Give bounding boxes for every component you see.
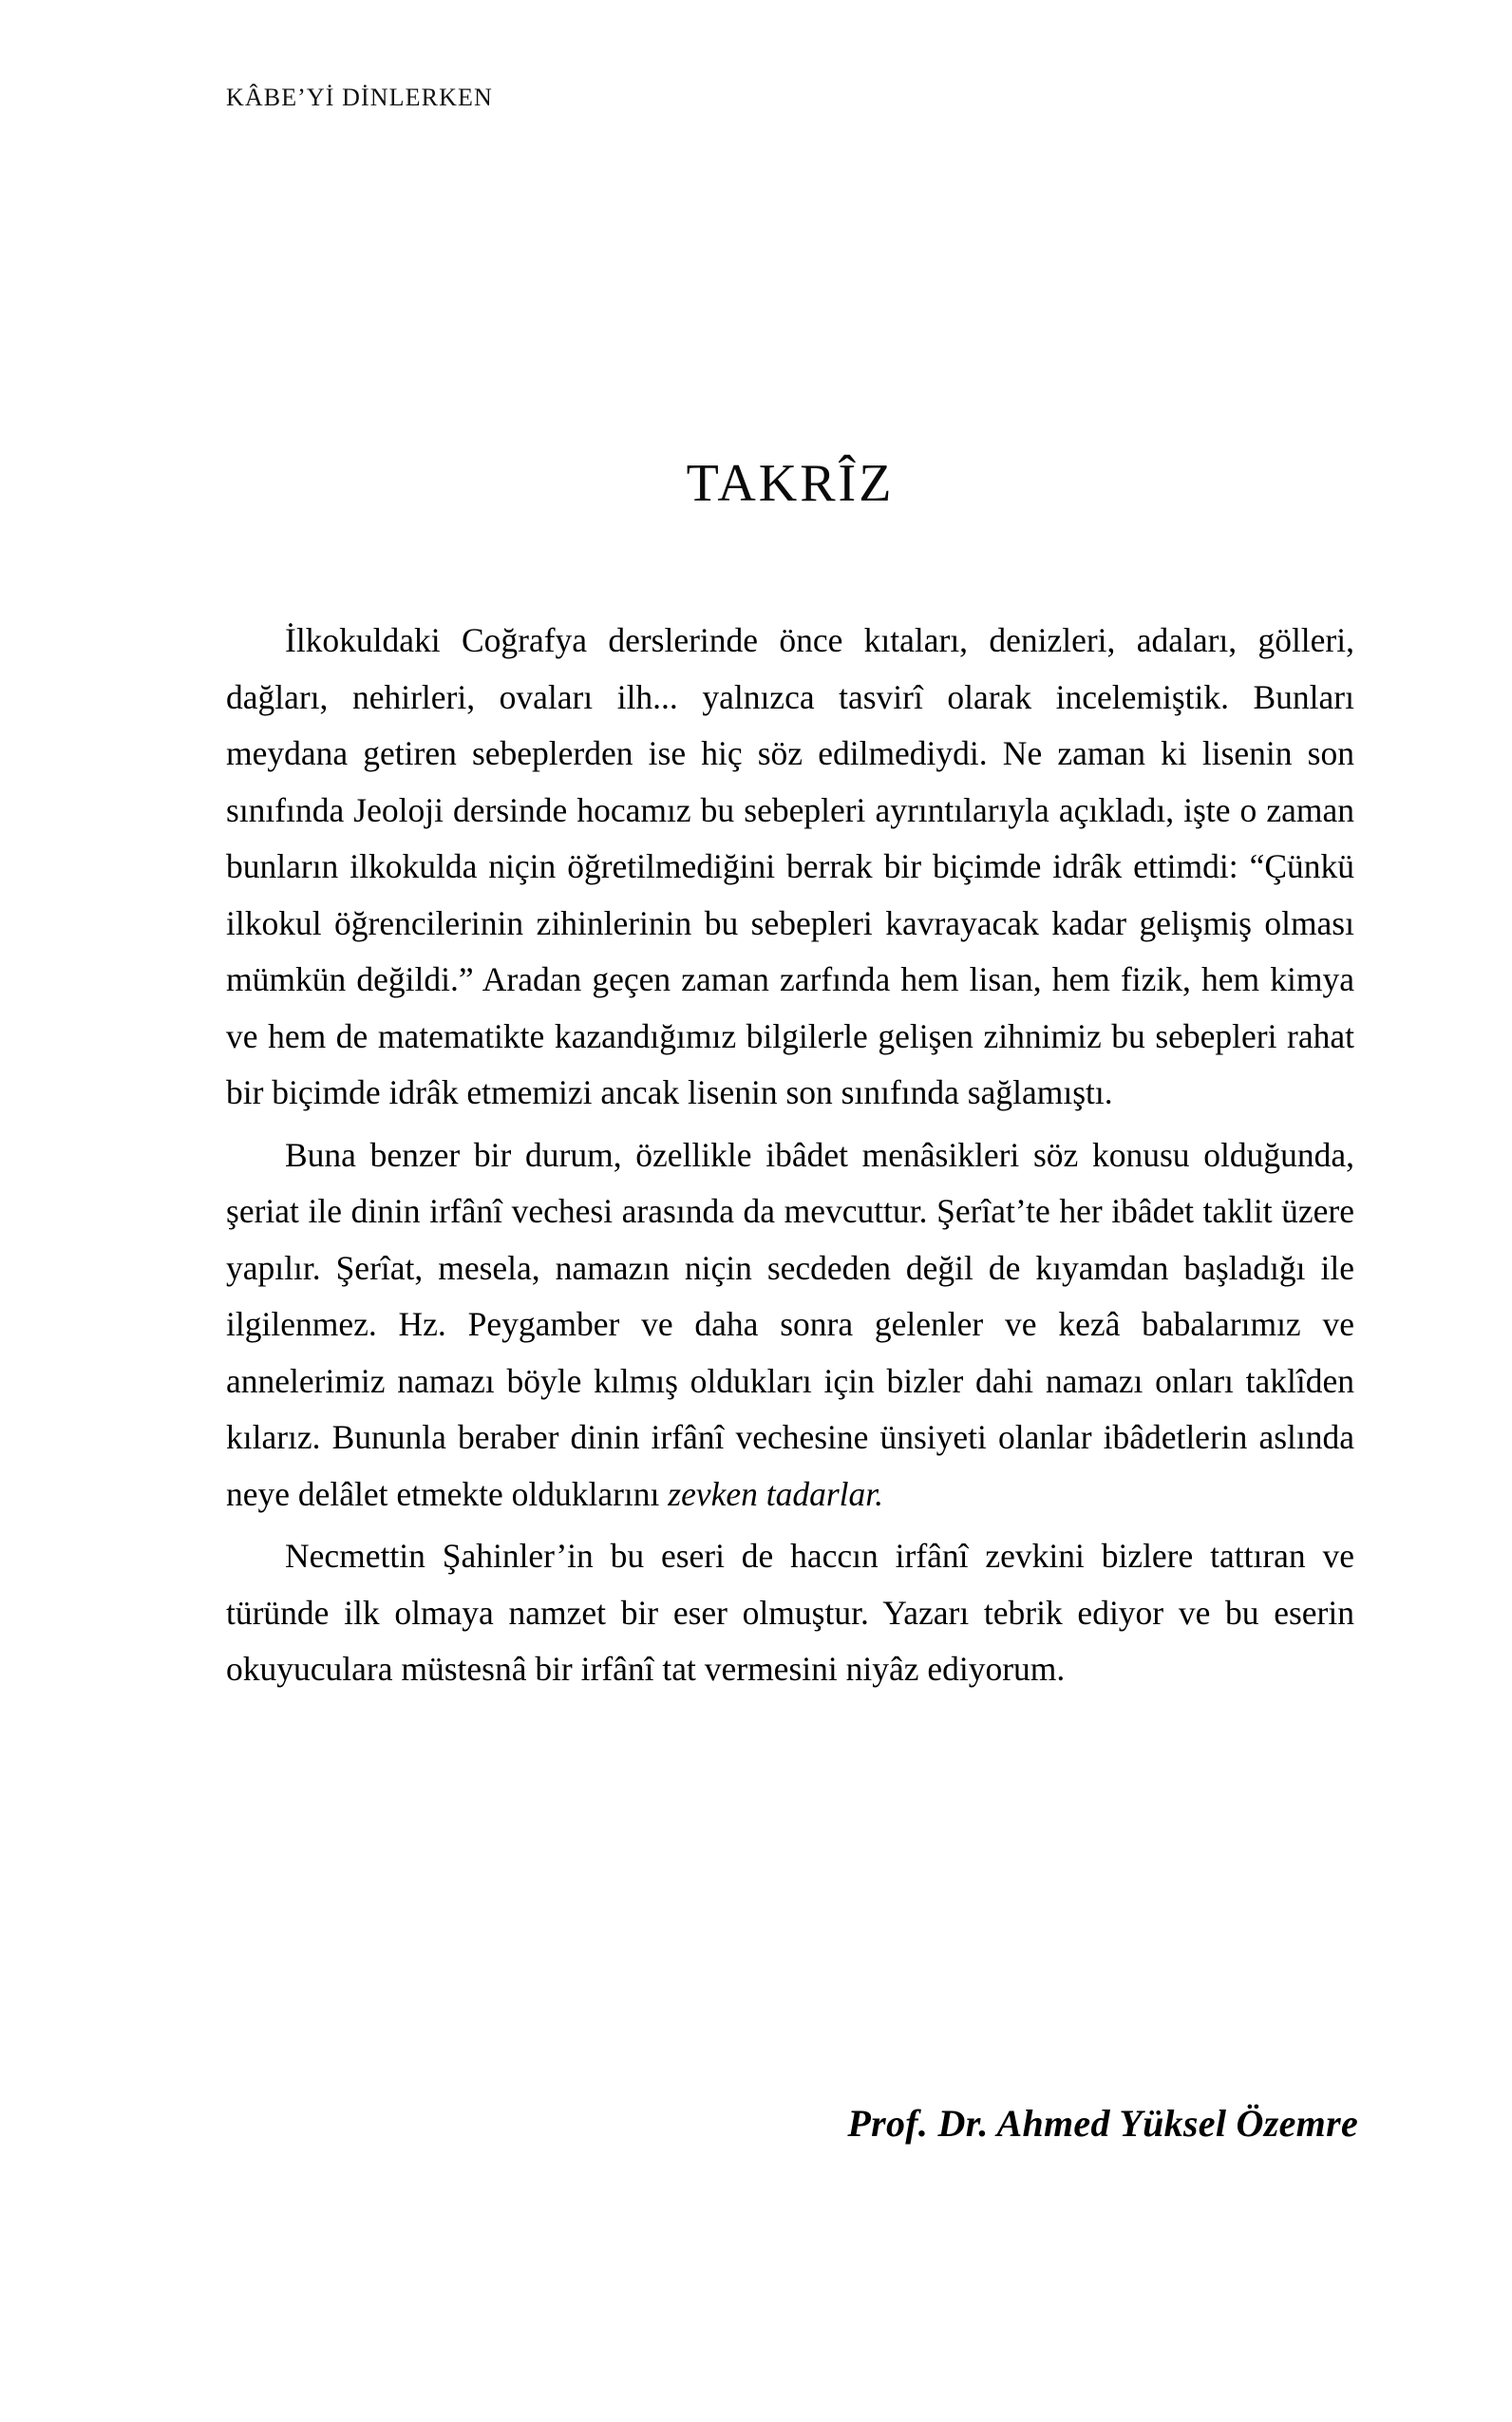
- running-header: KÂBE’Yİ DİNLERKEN: [226, 84, 493, 111]
- paragraph-3: Necmettin Şahinler’in bu eseri de haccın irfânî zevkini bizlere tattıran ve türünde ilk olmaya namzet bir eser olmuştur. Yazarı tebrik ediyor ve bu eserin okuyuculara müstesnâ bir irfânî tat vermesini niyâz ediyorum.: [226, 1537, 1354, 1688]
- signature-author-name: Prof. Dr. Ahmed Yüksel Özemre: [847, 2102, 1358, 2145]
- paragraph-2: [226, 1127, 1354, 1523]
- paragraph-1: İlkokuldaki Coğrafya derslerinde önce kıtaları, denizleri, adaları, gölleri, dağları, nehirleri, ovaları ilh... yalnızca tasvirî olarak incelemiştik. Bunları meydana getiren sebeplerden ise hiç söz edilmediydi. Ne zaman ki lisenin son sınıfında Jeoloji dersinde hocamız bu sebepleri ayrıntılarıyla açıkladı, işte o zaman bunların ilkokulda niçin öğretilmediğini berrak bir biçimde idrâk ettimdi: “Çünkü ilkokul öğrencilerinin zihinlerinin bu sebepleri kavrayacak kadar gelişmiş olması mümkün değildi.” Aradan geçen zaman zarfında hem lisan, hem fizik, hem kimya ve hem de matematikte kazandığımız bilgilerle gelişen zihnimiz bu sebepleri rahat bir biçimde idrâk etmemizi ancak lisenin son sınıfında sağlamıştı.: [226, 621, 1354, 1111]
- paragraph-2-italic-phrase: zevken tadarlar.: [668, 1474, 884, 1513]
- paragraph-2-text: Buna benzer bir durum, özellikle ibâdet menâsikleri söz konusu olduğunda, şeriat ile dinin irfânî vechesi arasında da mevcuttur. Şerîat’te her ibâdet taklit üzere yapılır. Şerîat, mesela, namazın niçin secdeden değil de kıyamdan başladığı ile ilgilenmez. Hz. Peygamber ve daha sonra gelenler ve kezâ babalarımız ve annelerimiz namazı böyle kılmış oldukları için bizler dahi namazı onları taklîden kılarız. Bununla beraber dinin irfânî vechesine ünsiyeti olanlar ibâdetlerin aslında neye delâlet etmekte olduklarını: [226, 1135, 1354, 1513]
- page-title: TAKRÎZ: [686, 454, 895, 513]
- body-text-block: [226, 613, 1354, 1704]
